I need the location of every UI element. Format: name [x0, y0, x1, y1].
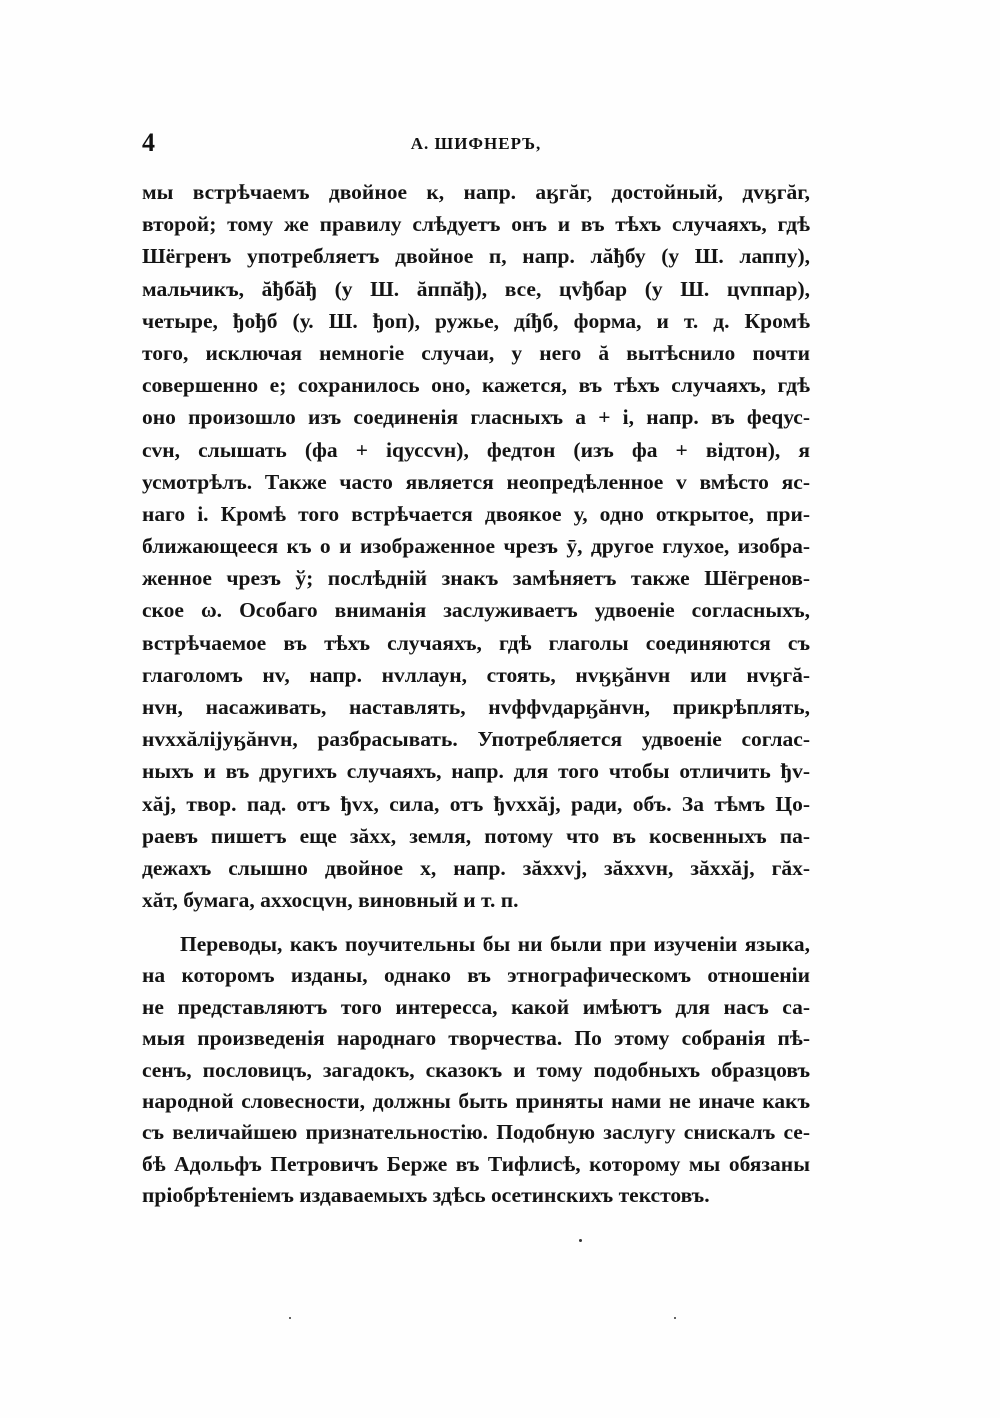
text-line: мы встрѣчаемъ двойное к, напр. аӄгăг, достойный, дvӄгăг, — [142, 180, 810, 204]
paragraph-1 — [142, 176, 810, 916]
page-header — [142, 128, 810, 158]
text-line: бѣ Адольфъ Петровичъ Берже въ Тифлисѣ, которому мы обязаны — [142, 1151, 810, 1176]
text-line: нvххăлijуӄăнvн, разбрасывать. Употребляется удвоеніе соглас- — [142, 727, 810, 752]
text-line: усмотрѣлъ. Также часто является неопредѣленное v вмѣсто яс- — [142, 469, 810, 494]
text-line: сенъ, пословицъ, загадокъ, сказокъ и тому подобныхъ образцовъ — [142, 1057, 810, 1082]
scan-speck — [674, 1317, 676, 1319]
scan-speck — [579, 1239, 582, 1242]
page-number: 4 — [142, 128, 155, 157]
text-line: Переводы, какъ поучительны бы ни были при изученіи языка, — [180, 932, 810, 956]
text-line: ское ω. Особаго вниманія заслуживаетъ удвоеніе согласныхъ, — [142, 598, 810, 623]
text-line: раевъ пишетъ еще зăхх, земля, потому что въ косвенныхъ па- — [142, 823, 810, 848]
text-line: хăj, твор. пад. отъ ђvх, сила, отъ ђvххăj, ради, объ. За тѣмъ Цо- — [142, 791, 810, 816]
text-line: на которомъ изданы, однако въ этнографическомъ отношеніи — [142, 963, 810, 988]
text-line: женное чрезъ ў; послѣдній знакъ замѣняетъ также Шёгренов- — [142, 566, 810, 591]
text-line: Шёгренъ употребляетъ двойное п, напр. лăђбу (у Ш. лаппу), — [142, 244, 810, 269]
text-line: четыре, ђођб (у. Ш. ђоп), ружье, дíђб, форма, и т. д. Кромѣ — [142, 308, 810, 333]
paragraph-2 — [142, 929, 810, 1212]
text-line: пріобрѣтеніемъ издаваемыхъ здѣсь осетинскихъ текстовъ. — [142, 1183, 710, 1208]
text-line: наго і. Кромѣ того встрѣчается двоякое у, одно открытое, при- — [142, 501, 810, 526]
text-line: нvн, насаживать, наставлять, нvффvдарӄăнvн, прикрѣплять, — [142, 695, 810, 719]
text-line: того, исключая немногіе случаи, у него ă вытѣснило почти — [142, 340, 810, 365]
running-title: А. ШИФНЕРЪ, — [410, 134, 542, 153]
text-line: ближающееся къ о и изображенное чрезъ ӯ, другое глухое, изобра- — [142, 534, 810, 559]
text-line: народной словесности, должны быть приняты нами не иначе какъ — [142, 1088, 810, 1113]
text-line: оно произошло изъ соединенія гласныхъ а + і, напр. въ феqус- — [142, 405, 810, 430]
text-line: мальчикъ, ăђбăђ (у Ш. ăппăђ), все, цvђбар (у Ш. цvппар), — [142, 276, 810, 301]
scan-speck — [289, 1317, 291, 1319]
text-line: ныхъ и въ другихъ случаяхъ, напр. для того чтобы отличить ђv- — [142, 759, 810, 784]
text-line: дежахъ слышно двойное х, напр. зăххvj, зăххvн, зăххăj, гăх- — [142, 855, 810, 880]
text-line: мыя произведенія народнаго творчества. По этому собранія пѣ- — [142, 1026, 810, 1051]
text-line: хăт, бумага, аххосцvн, виновный и т. п. — [142, 888, 519, 913]
text-line: встрѣчаемое въ тѣхъ случаяхъ, гдѣ глаголы соединяются съ — [142, 630, 810, 655]
text-line: сvн, слышать (фа + іqуссvн), федтон (изъ фа + вiдтон), я — [142, 437, 810, 462]
text-line: совершенно е; сохранилось оно, кажется, въ тѣхъ случаяхъ, гдѣ — [142, 373, 810, 398]
text-line: съ величайшею признательностію. Подобную заслугу снискалъ се- — [142, 1120, 810, 1145]
text-line: не представляютъ того интересса, какой имѣютъ для насъ са- — [142, 994, 810, 1019]
text-line: глаголомъ нv, напр. нvллаун, стоять, нvӄӄăнvн или нvӄгă- — [142, 662, 810, 687]
text-line: второй; тому же правилу слѣдуетъ онъ и въ тѣхъ случаяхъ, гдѣ — [142, 212, 810, 237]
